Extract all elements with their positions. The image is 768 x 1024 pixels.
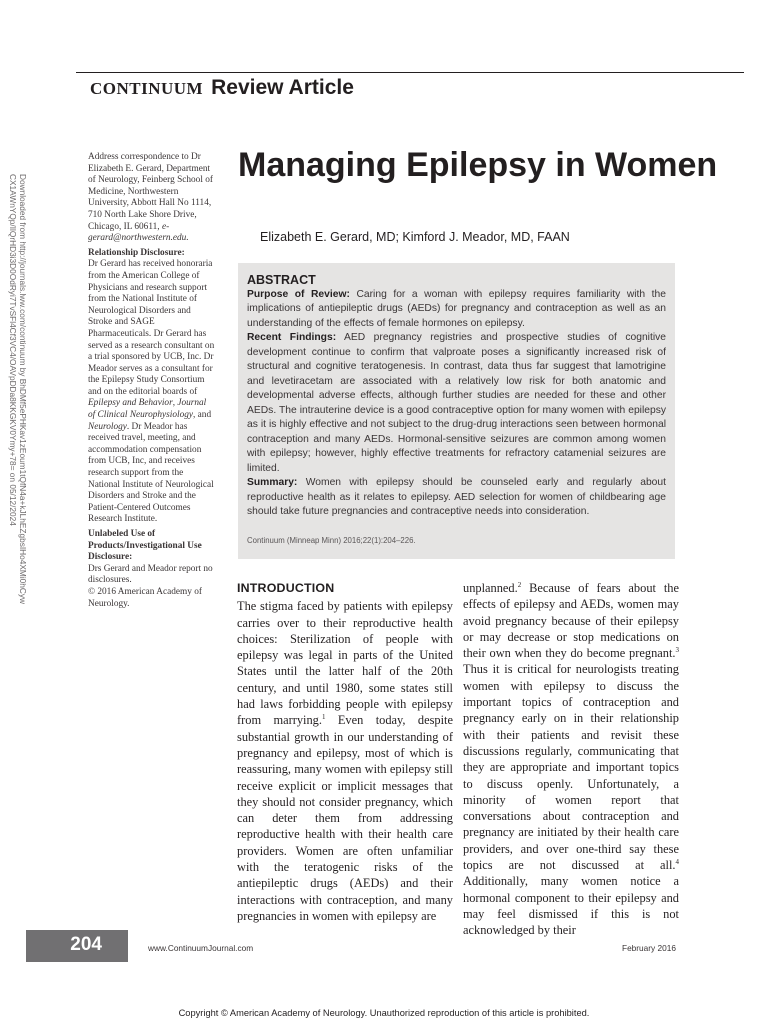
- download-text: [8, 174, 28, 604]
- sidebar-notes: [88, 152, 215, 610]
- intro-paragraph: [237, 598, 453, 924]
- citation-ref-3[interactable]: 3: [675, 646, 679, 655]
- summary-text: Women with epilepsy should be counseled early and regularly about reproductive health as it relates to epilepsy. AED selection for women of childbearing age should take future pregnancies and contraceptive needs into consideration.: [247, 477, 666, 517]
- relationship-text-b: . Dr Meador has received travel, meeting, and accommodation compensation from UCB, Inc, and receives research support from the National Institute of Neurological Disorders and Stroke and the Patient-Centered Outcomes Research Institute.: [88, 421, 214, 525]
- relationship-heading: Relationship Disclosure:: [88, 247, 185, 258]
- purpose-label: Purpose of Review:: [247, 288, 350, 300]
- right-text-d: Additionally, many women notice a hormonal component to their epilepsy and may feel dismissed if this is not acknowledged by their: [463, 874, 679, 938]
- abstract-purpose: [247, 288, 666, 332]
- intro-paragraph-continued: [463, 580, 679, 939]
- correspondence-address: Address correspondence to Dr Elizabeth E. Gerard, Department of Neurology, Feinberg School of Medicine, Northwestern University, Abbott Hall No 1114, 710 North Lake Shore Drive, Chicago, IL 60611,: [88, 152, 213, 232]
- right-text-a: unplanned.: [463, 581, 518, 595]
- abstract-findings: [247, 331, 666, 476]
- journal-header: [90, 76, 354, 100]
- journal-name-3: Neurology: [88, 421, 127, 432]
- relationship-disclosure: [88, 259, 215, 526]
- correspondence: [88, 152, 215, 245]
- intro-text-b: Even today, despite substantial growth in our understanding of pregnancy and epilepsy, most of which is reassuring, many women with epilepsy still receive explicit or implicit messages that they should not consider pregnancy, which can deter them from addressing reproductive health with their health care providers. Women are often unfamiliar with the teratogenic risks of the antiepileptic drugs (AEDs) and their interactions with contraception, and many pregnancies in women with epilepsy are: [237, 713, 453, 923]
- abstract-summary: [247, 476, 666, 520]
- sidebar-copyright: © 2016 American Academy of Neurology.: [88, 586, 202, 609]
- comma-1: ,: [172, 398, 176, 409]
- download-note: [0, 0, 46, 1024]
- copyright-notice: Copyright © American Academy of Neurology. Unauthorized reproduction of this article is prohibited.: [178, 1008, 590, 1018]
- unlabeled-use-text: Drs Gerard and Meador report no disclosures.: [88, 563, 213, 586]
- article-title: Managing Epilepsy in Women: [238, 146, 718, 184]
- and-text: , and: [193, 410, 212, 421]
- citation-ref-4[interactable]: 4: [675, 857, 679, 866]
- citation-ref-2[interactable]: 2: [517, 580, 522, 589]
- article-type: Review Article: [211, 76, 354, 99]
- article-authors: Elizabeth E. Gerard, MD; Kimford J. Meador, MD, FAAN: [260, 230, 570, 244]
- body-column-right: [463, 580, 679, 939]
- purpose-text: Caring for a woman with epilepsy requires familiarity with the implications of antiepileptic drugs (AEDs) for pregnancy and contraception as well as an understanding of the effects of female hormones on epilepsy.: [247, 288, 666, 329]
- unlabeled-use-heading: Unlabeled Use of Products/Investigational Use Disclosure:: [88, 529, 202, 563]
- findings-label: Recent Findings:: [247, 332, 337, 343]
- abstract-box: [238, 263, 675, 559]
- intro-text-a: The stigma faced by patients with epilepsy carries over to their reproductive health choices: Sterilization of people with epilepsy was legal in parts of the United States until the latter half of the 20th century, and until 1980, some states still had laws forbidding people with epilepsy from marrying.: [237, 599, 453, 728]
- citation-ref-1[interactable]: 1: [321, 713, 326, 722]
- journal-name-2: Journal of Clinical Neurophysiology: [88, 398, 207, 421]
- download-line-1: Downloaded from http://journals.lww.com/continuum by BhDMf5ePHKav1zEoum1tQfN4a+kJLhEZgbsIHo4XMi0hCyw: [18, 174, 28, 605]
- footer-url[interactable]: www.ContinuumJournal.com: [148, 943, 254, 953]
- journal-name-1: Epilepsy and Behavior: [88, 398, 173, 409]
- abstract-citation: Continuum (Minneap Minn) 2016;22(1):204–226.: [247, 535, 416, 545]
- findings-text: AED pregnancy registries and prospective studies of cognitive development continue to confirm that valproate poses a significantly increased risk of structural and cognitive teratogenesis. In contrast, data thus far suggest that lamotrigine and levetiracetam are associated with a relatively low risk for both anatomic and developmental adverse effects, although further studies are needed for these and other AEDs. The intrauterine device is a good contraceptive option for many women with epilepsy as it is highly effective and not subject to the drug-drug interactions seen between hormonal contraception and many AEDs. Hormonal-sensitive seizures are common among women with epilepsy; however, highly effective treatments for refractory catamenial seizures are limited.: [247, 332, 666, 474]
- page-number: 204: [70, 934, 102, 955]
- page-number-tab: [26, 930, 128, 962]
- body-column-left: [237, 580, 453, 924]
- abstract-heading: ABSTRACT: [247, 273, 316, 287]
- download-line-2: CX1AWnYQp/IlQrHD3i3D0OdRyi7TvSFl4Cf3VC4/OAVpDDa8KKGKV0Ymy+78= on 05/12/2024: [8, 174, 18, 526]
- relationship-text-a: Dr Gerard has received honoraria from the American College of Physicians and research support from the National Institute of Neurological Disorders and Stroke and SAGE Pharmaceuticals. Dr Gerard has served as a research consultant on a trial sponsored by UCB, Inc. Dr Meador serves as a consultant for the Epilepsy Study Consortium and on the editorial boards of: [88, 259, 215, 397]
- summary-label: Summary:: [247, 477, 298, 488]
- correspondence-email: e-gerard@northwestern.edu.: [88, 221, 189, 244]
- journal-logo: CONTINUUM: [90, 79, 204, 98]
- header-rule: [76, 72, 744, 73]
- footer-date: February 2016: [622, 943, 676, 953]
- right-text-c: Thus it is critical for neurologists treating women with epilepsy to discuss the important topics of contraception and pregnancy early on in their relationship with their patients and revisit these discussions regularly, communicating that they are appropriate and important topics to discuss openly. Unfortunately, a minority of women report that conversations about contraception and pregnancy are initiated by their health care providers, and over one-third say these topics are not discussed at all.: [463, 662, 679, 873]
- section-heading-introduction: INTRODUCTION: [237, 581, 335, 595]
- right-text-b: Because of fears about the effects of epilepsy and AEDs, women may avoid pregnancy because of their epilepsy or may decrease or stop medications on their own when they do become pregnant.: [463, 581, 679, 661]
